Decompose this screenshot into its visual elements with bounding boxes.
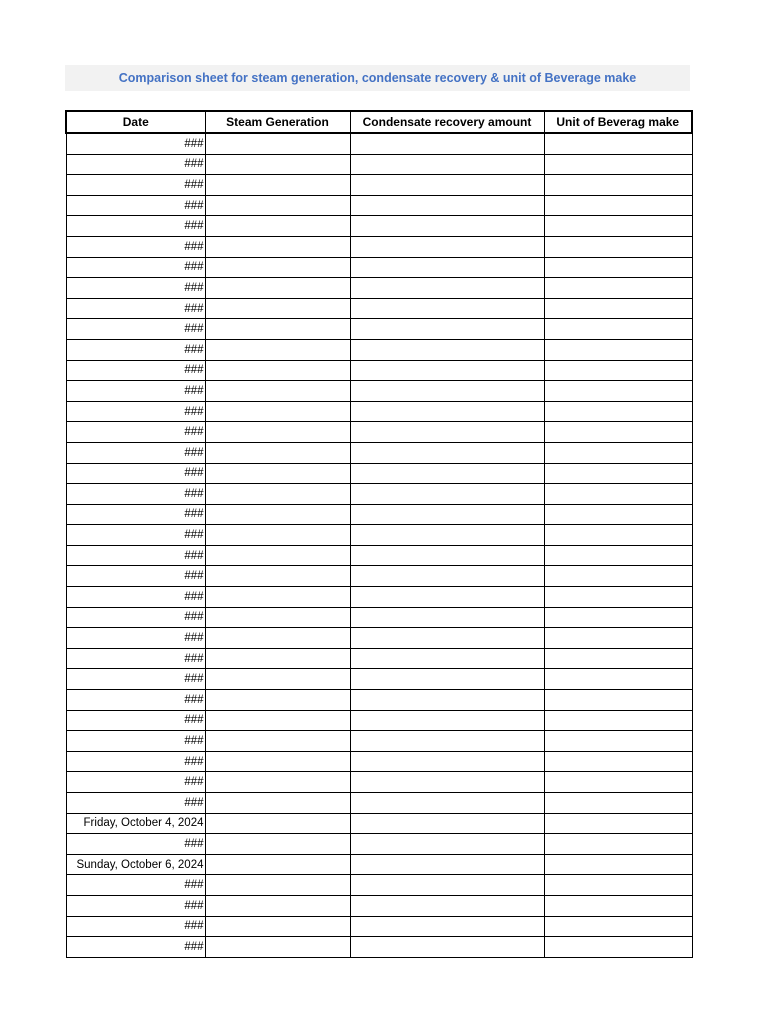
cell-steam-generation[interactable]	[205, 422, 350, 443]
cell-steam-generation[interactable]	[205, 566, 350, 587]
cell-condensate-recovery[interactable]	[350, 298, 544, 319]
table-row	[66, 525, 692, 546]
cell-unit-of-beverage[interactable]	[544, 381, 692, 402]
cell-date[interactable]: ###	[66, 669, 205, 690]
cell-steam-generation[interactable]	[205, 793, 350, 814]
cell-condensate-recovery[interactable]	[350, 381, 544, 402]
cell-condensate-recovery[interactable]	[350, 587, 544, 608]
cell-steam-generation[interactable]	[205, 545, 350, 566]
cell-unit-of-beverage[interactable]	[544, 751, 692, 772]
cell-condensate-recovery[interactable]	[350, 566, 544, 587]
cell-steam-generation[interactable]	[205, 690, 350, 711]
table-row	[66, 834, 692, 855]
table-row	[66, 401, 692, 422]
table-row	[66, 360, 692, 381]
cell-date[interactable]: ###	[66, 937, 205, 958]
cell-date[interactable]: ###	[66, 751, 205, 772]
table-row	[66, 772, 692, 793]
cell-unit-of-beverage[interactable]	[544, 937, 692, 958]
cell-steam-generation[interactable]	[205, 484, 350, 505]
header-steam-generation[interactable]: Steam Generation	[205, 111, 350, 133]
table-row	[66, 566, 692, 587]
table-row	[66, 937, 692, 958]
cell-date[interactable]: ###	[66, 834, 205, 855]
table-row	[66, 257, 692, 278]
cell-date[interactable]: ###	[66, 525, 205, 546]
cell-unit-of-beverage[interactable]	[544, 916, 692, 937]
cell-date[interactable]: ###	[66, 566, 205, 587]
table-row	[66, 339, 692, 360]
cell-condensate-recovery[interactable]	[350, 731, 544, 752]
cell-date[interactable]: ###	[66, 484, 205, 505]
cell-steam-generation[interactable]	[205, 257, 350, 278]
cell-unit-of-beverage[interactable]	[544, 154, 692, 175]
cell-date[interactable]: ###	[66, 545, 205, 566]
cell-steam-generation[interactable]	[205, 587, 350, 608]
cell-condensate-recovery[interactable]	[350, 339, 544, 360]
table-row	[66, 381, 692, 402]
cell-steam-generation[interactable]	[205, 854, 350, 875]
cell-steam-generation[interactable]	[205, 710, 350, 731]
table-row	[66, 731, 692, 752]
table-row	[66, 669, 692, 690]
header-row	[66, 111, 692, 133]
cell-date[interactable]: ###	[66, 916, 205, 937]
cell-date[interactable]: ###	[66, 710, 205, 731]
cell-steam-generation[interactable]	[205, 133, 350, 154]
cell-condensate-recovery[interactable]	[350, 422, 544, 443]
cell-unit-of-beverage[interactable]	[544, 566, 692, 587]
cell-condensate-recovery[interactable]	[350, 669, 544, 690]
cell-date[interactable]: Friday, October 4, 2024	[66, 813, 205, 834]
cell-steam-generation[interactable]	[205, 916, 350, 937]
cell-date[interactable]: ###	[66, 463, 205, 484]
cell-condensate-recovery[interactable]	[350, 236, 544, 257]
cell-date[interactable]: ###	[66, 772, 205, 793]
cell-steam-generation[interactable]	[205, 339, 350, 360]
cell-steam-generation[interactable]	[205, 236, 350, 257]
table-row	[66, 175, 692, 196]
cell-condensate-recovery[interactable]	[350, 360, 544, 381]
cell-date[interactable]: ###	[66, 401, 205, 422]
cell-date[interactable]: ###	[66, 154, 205, 175]
table-row	[66, 545, 692, 566]
comparison-table	[65, 110, 693, 958]
table-row	[66, 854, 692, 875]
cell-steam-generation[interactable]	[205, 216, 350, 237]
table-body	[66, 133, 692, 957]
cell-unit-of-beverage[interactable]	[544, 278, 692, 299]
cell-steam-generation[interactable]	[205, 731, 350, 752]
cell-steam-generation[interactable]	[205, 195, 350, 216]
cell-steam-generation[interactable]	[205, 772, 350, 793]
cell-steam-generation[interactable]	[205, 504, 350, 525]
cell-steam-generation[interactable]	[205, 278, 350, 299]
cell-steam-generation[interactable]	[205, 154, 350, 175]
cell-condensate-recovery[interactable]	[350, 278, 544, 299]
cell-steam-generation[interactable]	[205, 360, 350, 381]
cell-unit-of-beverage[interactable]	[544, 895, 692, 916]
cell-steam-generation[interactable]	[205, 175, 350, 196]
cell-steam-generation[interactable]	[205, 381, 350, 402]
cell-steam-generation[interactable]	[205, 813, 350, 834]
cell-date[interactable]: Sunday, October 6, 2024	[66, 854, 205, 875]
cell-steam-generation[interactable]	[205, 525, 350, 546]
cell-condensate-recovery[interactable]	[350, 895, 544, 916]
cell-unit-of-beverage[interactable]	[544, 690, 692, 711]
table-row	[66, 422, 692, 443]
cell-unit-of-beverage[interactable]	[544, 628, 692, 649]
cell-date[interactable]: ###	[66, 319, 205, 340]
cell-date[interactable]: ###	[66, 422, 205, 443]
cell-date[interactable]: ###	[66, 607, 205, 628]
cell-date[interactable]: ###	[66, 298, 205, 319]
cell-unit-of-beverage[interactable]	[544, 669, 692, 690]
table-row	[66, 195, 692, 216]
table-row	[66, 813, 692, 834]
cell-unit-of-beverage[interactable]	[544, 422, 692, 443]
cell-unit-of-beverage[interactable]	[544, 463, 692, 484]
header-unit-of-beverage[interactable]: Unit of Beverag make	[544, 111, 692, 133]
cell-condensate-recovery[interactable]	[350, 154, 544, 175]
cell-unit-of-beverage[interactable]	[544, 319, 692, 340]
cell-unit-of-beverage[interactable]	[544, 175, 692, 196]
cell-date[interactable]: ###	[66, 731, 205, 752]
cell-date[interactable]: ###	[66, 504, 205, 525]
sheet-title: Comparison sheet for steam generation, condensate recovery & unit of Beverage make	[118, 71, 637, 85]
table-row	[66, 916, 692, 937]
table-row	[66, 690, 692, 711]
cell-date[interactable]: ###	[66, 381, 205, 402]
cell-unit-of-beverage[interactable]	[544, 731, 692, 752]
cell-condensate-recovery[interactable]	[350, 442, 544, 463]
cell-condensate-recovery[interactable]	[350, 216, 544, 237]
cell-date[interactable]: ###	[66, 216, 205, 237]
cell-unit-of-beverage[interactable]	[544, 339, 692, 360]
cell-unit-of-beverage[interactable]	[544, 607, 692, 628]
table-row	[66, 648, 692, 669]
cell-unit-of-beverage[interactable]	[544, 875, 692, 896]
cell-condensate-recovery[interactable]	[350, 875, 544, 896]
cell-condensate-recovery[interactable]	[350, 813, 544, 834]
cell-steam-generation[interactable]	[205, 607, 350, 628]
title-band	[65, 65, 690, 91]
table-row	[66, 895, 692, 916]
cell-unit-of-beverage[interactable]	[544, 710, 692, 731]
cell-steam-generation[interactable]	[205, 319, 350, 340]
cell-date[interactable]: ###	[66, 339, 205, 360]
cell-date[interactable]: ###	[66, 175, 205, 196]
cell-date[interactable]: ###	[66, 895, 205, 916]
table-row	[66, 710, 692, 731]
cell-steam-generation[interactable]	[205, 628, 350, 649]
cell-condensate-recovery[interactable]	[350, 195, 544, 216]
table-row	[66, 216, 692, 237]
header-date[interactable]: Date	[66, 111, 205, 133]
table-row	[66, 236, 692, 257]
table-row	[66, 442, 692, 463]
cell-condensate-recovery[interactable]	[350, 133, 544, 154]
cell-steam-generation[interactable]	[205, 298, 350, 319]
cell-unit-of-beverage[interactable]	[544, 257, 692, 278]
table-row	[66, 319, 692, 340]
cell-date[interactable]: ###	[66, 257, 205, 278]
cell-condensate-recovery[interactable]	[350, 463, 544, 484]
table-row	[66, 628, 692, 649]
table-row	[66, 751, 692, 772]
cell-steam-generation[interactable]	[205, 895, 350, 916]
table-row	[66, 607, 692, 628]
cell-condensate-recovery[interactable]	[350, 648, 544, 669]
cell-condensate-recovery[interactable]	[350, 504, 544, 525]
cell-unit-of-beverage[interactable]	[544, 442, 692, 463]
cell-unit-of-beverage[interactable]	[544, 854, 692, 875]
cell-unit-of-beverage[interactable]	[544, 772, 692, 793]
table-row	[66, 154, 692, 175]
cell-condensate-recovery[interactable]	[350, 525, 544, 546]
cell-date[interactable]: ###	[66, 648, 205, 669]
cell-condensate-recovery[interactable]	[350, 772, 544, 793]
cell-condensate-recovery[interactable]	[350, 710, 544, 731]
cell-unit-of-beverage[interactable]	[544, 133, 692, 154]
table-row	[66, 793, 692, 814]
cell-date[interactable]: ###	[66, 793, 205, 814]
cell-steam-generation[interactable]	[205, 463, 350, 484]
cell-unit-of-beverage[interactable]	[544, 360, 692, 381]
cell-unit-of-beverage[interactable]	[544, 813, 692, 834]
cell-unit-of-beverage[interactable]	[544, 216, 692, 237]
cell-unit-of-beverage[interactable]	[544, 236, 692, 257]
cell-condensate-recovery[interactable]	[350, 607, 544, 628]
cell-condensate-recovery[interactable]	[350, 916, 544, 937]
cell-unit-of-beverage[interactable]	[544, 834, 692, 855]
table-row	[66, 278, 692, 299]
cell-date[interactable]: ###	[66, 195, 205, 216]
table-row	[66, 133, 692, 154]
cell-unit-of-beverage[interactable]	[544, 484, 692, 505]
cell-unit-of-beverage[interactable]	[544, 195, 692, 216]
table-row	[66, 484, 692, 505]
cell-steam-generation[interactable]	[205, 875, 350, 896]
cell-date[interactable]: ###	[66, 587, 205, 608]
table-row	[66, 504, 692, 525]
cell-unit-of-beverage[interactable]	[544, 793, 692, 814]
cell-steam-generation[interactable]	[205, 834, 350, 855]
cell-date[interactable]: ###	[66, 690, 205, 711]
cell-date[interactable]: ###	[66, 133, 205, 154]
cell-date[interactable]: ###	[66, 236, 205, 257]
cell-date[interactable]: ###	[66, 628, 205, 649]
cell-condensate-recovery[interactable]	[350, 175, 544, 196]
cell-unit-of-beverage[interactable]	[544, 545, 692, 566]
cell-condensate-recovery[interactable]	[350, 690, 544, 711]
cell-condensate-recovery[interactable]	[350, 545, 544, 566]
cell-date[interactable]: ###	[66, 875, 205, 896]
cell-unit-of-beverage[interactable]	[544, 401, 692, 422]
cell-unit-of-beverage[interactable]	[544, 298, 692, 319]
table-row	[66, 298, 692, 319]
cell-date[interactable]: ###	[66, 442, 205, 463]
cell-condensate-recovery[interactable]	[350, 257, 544, 278]
cell-steam-generation[interactable]	[205, 442, 350, 463]
cell-unit-of-beverage[interactable]	[544, 587, 692, 608]
cell-date[interactable]: ###	[66, 278, 205, 299]
cell-steam-generation[interactable]	[205, 751, 350, 772]
cell-steam-generation[interactable]	[205, 401, 350, 422]
cell-steam-generation[interactable]	[205, 669, 350, 690]
cell-condensate-recovery[interactable]	[350, 854, 544, 875]
cell-unit-of-beverage[interactable]	[544, 648, 692, 669]
cell-steam-generation[interactable]	[205, 648, 350, 669]
table-row	[66, 587, 692, 608]
table-row	[66, 463, 692, 484]
cell-unit-of-beverage[interactable]	[544, 504, 692, 525]
cell-steam-generation[interactable]	[205, 937, 350, 958]
cell-condensate-recovery[interactable]	[350, 834, 544, 855]
cell-date[interactable]: ###	[66, 360, 205, 381]
cell-condensate-recovery[interactable]	[350, 628, 544, 649]
cell-condensate-recovery[interactable]	[350, 937, 544, 958]
cell-condensate-recovery[interactable]	[350, 319, 544, 340]
cell-condensate-recovery[interactable]	[350, 484, 544, 505]
cell-condensate-recovery[interactable]	[350, 751, 544, 772]
header-condensate-recovery[interactable]: Condensate recovery amount	[350, 111, 544, 133]
cell-condensate-recovery[interactable]	[350, 401, 544, 422]
table-row	[66, 875, 692, 896]
cell-condensate-recovery[interactable]	[350, 793, 544, 814]
cell-unit-of-beverage[interactable]	[544, 525, 692, 546]
